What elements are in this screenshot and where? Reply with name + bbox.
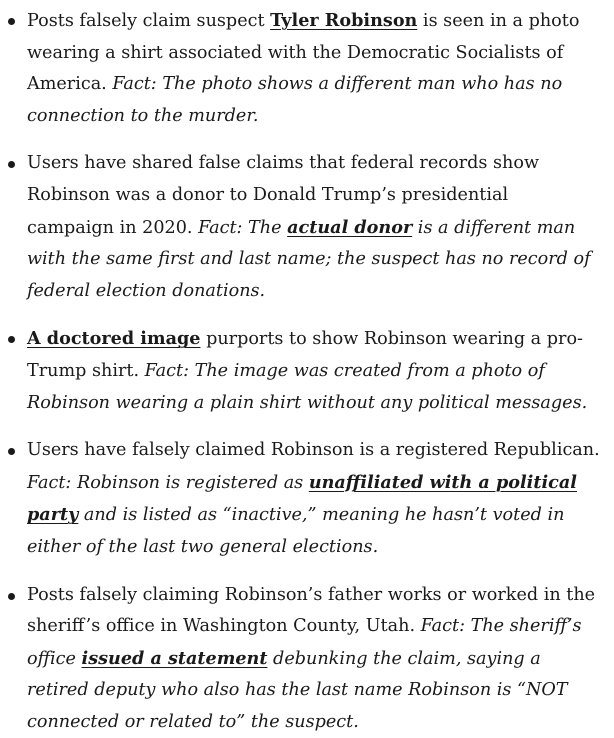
issued-statement-link[interactable]: issued a statement <box>82 648 268 669</box>
claim-text: Users have shared false claims that federal records show Robinson was a donor to Donald Trump’s presidential campaign in 2020. <box>27 153 539 237</box>
list-item-doctored-image <box>0 323 600 419</box>
list-item-trump-donor <box>0 148 600 307</box>
bullet-icon <box>8 336 15 343</box>
fact-text: Fact: The actual donor is a different man with the same first and last name; the suspect has no record of federal election donations. <box>27 218 591 301</box>
doctored-image-link[interactable]: A doctored image <box>27 328 200 349</box>
list-item-sheriff-father <box>0 580 600 738</box>
fact-text: Fact: The sheriff’s office issued a statement debunking the claim, saying a retired deputy who also has the last name Robinson is “NOT connected or related to” the suspect. <box>27 616 582 732</box>
tyler-robinson-link[interactable]: Tyler Robinson <box>270 10 417 31</box>
claim-text: Users have falsely claimed Robinson is a registered Republican. <box>27 440 600 460</box>
bullet-icon <box>8 448 15 455</box>
claim-text: is seen in a photo wearing a shirt associated with the Democratic Socialists of America. <box>27 11 579 94</box>
actual-donor-link[interactable]: actual donor <box>287 217 412 238</box>
list-item-dsa-shirt-photo <box>0 5 600 132</box>
claim-text: purports to show Robinson wearing a pro-Trump shirt. <box>27 329 583 381</box>
claim-text: Posts falsely claiming Robinson’s father works or worked in the sheriff’s office in Washington County, Utah. <box>27 585 595 637</box>
fact-text: Fact: The image was created from a photo of Robinson wearing a plain shirt without any political messages. <box>27 361 587 413</box>
fact-text: Fact: The photo shows a different man who has no connection to the murder. <box>27 74 562 126</box>
claim-text: Posts falsely claim suspect <box>27 11 270 31</box>
fact-text: Fact: Robinson is registered as unaffiliated with a political party and is listed as “inactive,” meaning he hasn’t voted in either of the last two general elections. <box>27 473 577 557</box>
unaffiliated-link[interactable]: unaffiliated with a political party <box>27 472 577 526</box>
bullet-icon <box>8 161 15 168</box>
list-item-registered-republican <box>0 435 600 563</box>
bullet-icon <box>8 18 15 25</box>
bullet-icon <box>8 593 15 600</box>
